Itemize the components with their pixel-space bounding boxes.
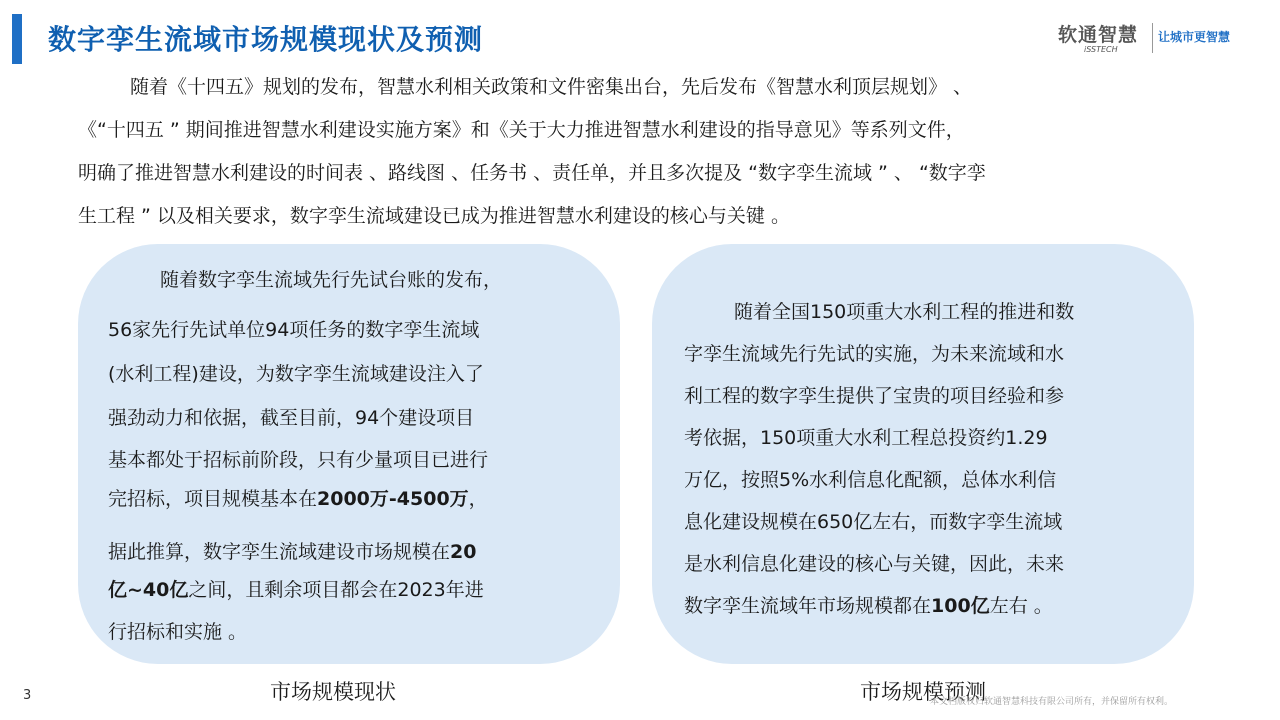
card-text-line: 强劲动力和依据，截至目前，94个建设项目 [108,407,475,429]
forecast-market-card [652,244,1194,664]
highlight-value: 亿~40亿 [108,579,189,601]
card-text: 据此推算，数字孪生流域建设市场规模在 [108,541,451,563]
card-text-line: 行招标和实施 。 [108,621,248,643]
card-text-line: 随着数字孪生流域先行先试台账的发布， [160,269,503,291]
intro-line: 生工程 ” 以及相关要求，数字孪生流域建设已成为推进智慧水利建设的核心与关键 。 [78,205,790,227]
card-text: ， [468,488,488,510]
copyright-notice: 本文档版权归软通智慧科技有限公司所有，并保留所有权利。 [930,697,1174,707]
logo-main-text: 软通智慧 [1058,24,1139,46]
card-text-line: 基本都处于招标前阶段，只有少量项目已进行 [108,449,489,471]
company-logo [1052,14,1252,58]
highlight-value: 2000万-4500万 [317,488,469,510]
current-market-card [78,244,620,664]
card-text-line [108,576,484,604]
page-number: 3 [23,688,32,703]
card-text-line: 考依据，150项重大水利工程总投资约1.29 [684,427,1048,449]
card-text: 完招标，项目规模基本在 [108,488,318,510]
intro-line: 随着《十四五》规划的发布，智慧水利相关政策和文件密集出台，先后发布《智慧水利顶层规划》 、 [130,76,973,98]
card-text: 之间，且剩余项目都会在2023年进 [188,579,484,601]
card-text-line: 是水利信息化建设的核心与关键，因此，未来 [684,553,1065,575]
card-text-line [684,592,1053,620]
caption-current: 市场规模现状 [270,680,396,704]
card-text-line: 字孪生流域先行先试的实施，为未来流域和水 [684,343,1065,365]
highlight-value: 100亿 [931,595,990,617]
intro-line: 《“十四五 ” 期间推进智慧水利建设实施方案》和《关于大力推进智慧水利建设的指导意见》等系列文件， [78,119,965,141]
card-text-line: 56家先行先试单位94项任务的数字孪生流域 [108,319,480,341]
card-text-line: (水利工程)建设，为数字孪生流域建设注入了 [108,363,484,385]
intro-line: 明确了推进智慧水利建设的时间表 、路线图 、任务书 、责任单，并且多次提及 “数字孪生流域 ” 、 “数字孪 [78,162,986,184]
card-text-line: 随着全国150项重大水利工程的推进和数 [734,301,1075,323]
logo-sub-text: iSSTECH [1084,45,1118,54]
card-text-line: 利工程的数字孪生提供了宝贵的项目经验和参 [684,385,1065,407]
card-text-line [108,485,488,513]
logo-slogan: 让城市更智慧 [1158,30,1231,44]
title-accent-bar [12,14,22,64]
card-text-line [108,538,476,566]
card-text-line: 息化建设规模在650亿左右，而数字孪生流域 [684,511,1063,533]
highlight-value: 20 [450,541,477,563]
card-text: 数字孪生流域年市场规模都在 [684,595,932,617]
logo-divider [1152,23,1153,53]
page-title: 数字孪生流域市场规模现状及预测 [48,23,484,56]
intro-paragraph [78,66,1218,238]
card-text-line: 万亿，按照5%水利信息化配额，总体水利信 [684,469,1057,491]
card-text: 左右 。 [989,595,1053,617]
caption-forecast: 市场规模预测 [860,680,986,704]
